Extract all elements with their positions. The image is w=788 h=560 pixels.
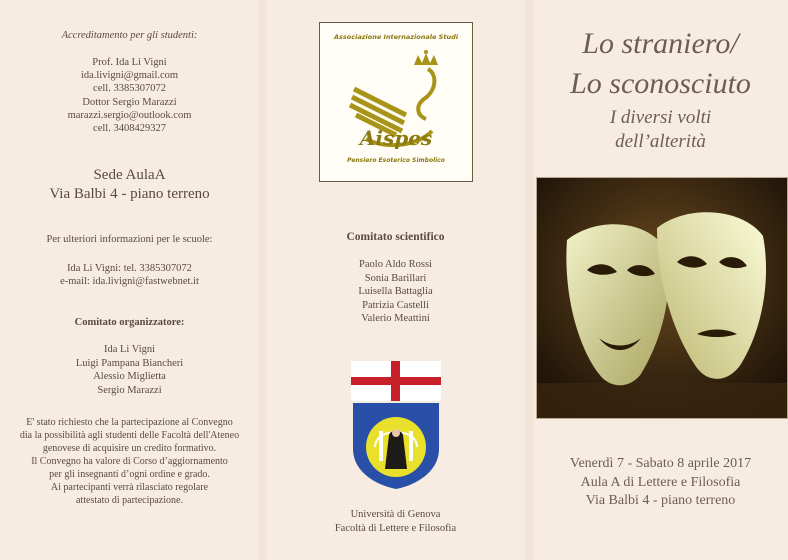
accreditation-title: Accreditamento per gli studenti:	[61, 30, 198, 41]
scientific-committee-members	[266, 258, 525, 326]
member-name: Sonia Barillari	[364, 272, 427, 284]
title-line-2: Lo sconosciuto	[570, 67, 751, 100]
schools-info-phone: Ida Li Vigni: tel. 3385307072	[67, 263, 192, 274]
venue	[0, 166, 259, 204]
schools-info-title: Per ulteriori informazioni per le scuole:	[46, 234, 213, 245]
contact-line: Prof. Ida Li Vigni	[92, 57, 167, 68]
organizing-committee-title: Comitato organizzatore:	[74, 317, 185, 328]
notice-line: E' stato richiesto che la partecipazione al Convegno	[26, 417, 233, 428]
venue-name: Sede AulaA	[93, 167, 166, 183]
right-panel	[533, 0, 788, 560]
contact-line: marazzi.sergio@outlook.com	[67, 109, 192, 121]
logo-top-text: Associazione Internazionale Studi	[334, 33, 458, 41]
notice-line: Il Convegno ha valore di Corso d’aggiornamento	[31, 456, 228, 467]
schools-info-email: e-mail: ida.livigni@fastwebnet.it	[60, 276, 199, 287]
participation-notice	[0, 416, 259, 507]
venue-address: Via Balbi 4 - piano terreno	[49, 186, 210, 202]
member-name: Patrizia Castelli	[362, 299, 429, 311]
subtitle-line-1: I diversi volti	[609, 107, 712, 128]
theatre-masks-image	[536, 177, 788, 419]
contact-line: cell. 3385307072	[93, 83, 166, 95]
notice-line: genovese di acquisire un credito formativo.	[42, 443, 217, 454]
event-info	[533, 455, 788, 511]
logo-bottom-text: Pensiero Esoterico Simbolico	[347, 157, 445, 164]
faculty-name: Facoltà di Lettere e Filosofia	[334, 523, 457, 534]
scientific-committee-title: Comitato scientifico	[346, 231, 445, 243]
event-address: Via Balbi 4 - piano terreno	[585, 493, 736, 508]
university-info	[266, 508, 525, 536]
subtitle-line-2: dell’alterità	[615, 131, 706, 152]
university-crest-icon	[351, 361, 441, 491]
university-name: Università di Genova	[350, 509, 441, 520]
aispes-logo	[319, 22, 473, 182]
member-name: Luisella Battaglia	[358, 286, 433, 297]
contact-line: Dottor Sergio Marazzi	[82, 96, 177, 108]
notice-line: dia la possibilità agli studenti delle Facoltà dell'Ateneo	[19, 430, 240, 441]
accreditation-contacts	[0, 56, 259, 135]
title-line-1: Lo straniero/	[582, 27, 739, 60]
notice-line: attestato di partecipazione.	[76, 495, 183, 506]
middle-panel	[266, 0, 525, 560]
schools-info	[0, 262, 259, 288]
event-dates: Venerdì 7 - Sabato 8 aprile 2017	[569, 456, 752, 471]
member-name: Alessio Miglietta	[93, 371, 166, 382]
logo-brand-text: Aispes	[359, 126, 433, 150]
notice-line: per gli insegnanti d’ogni ordine e grado.	[49, 469, 210, 480]
event-room: Aula A di Lettere e Filosofia	[580, 474, 741, 490]
member-name: Paolo Aldo Rossi	[359, 259, 432, 270]
subtitle	[533, 106, 788, 154]
organizing-committee-members	[0, 343, 259, 397]
member-name: Sergio Marazzi	[97, 384, 162, 396]
member-name: Ida Li Vigni	[103, 344, 156, 355]
notice-line: Ai partecipanti verrà rilasciato regolare	[50, 482, 209, 493]
contact-line: cell. 3408429327	[93, 123, 166, 135]
member-name: Luigi Pampana Biancheri	[75, 357, 184, 369]
swan-logo-icon	[336, 45, 456, 155]
contact-line: ida.livigni@gmail.com	[80, 70, 179, 82]
member-name: Valerio Meattini	[361, 313, 430, 324]
left-panel	[0, 0, 259, 560]
